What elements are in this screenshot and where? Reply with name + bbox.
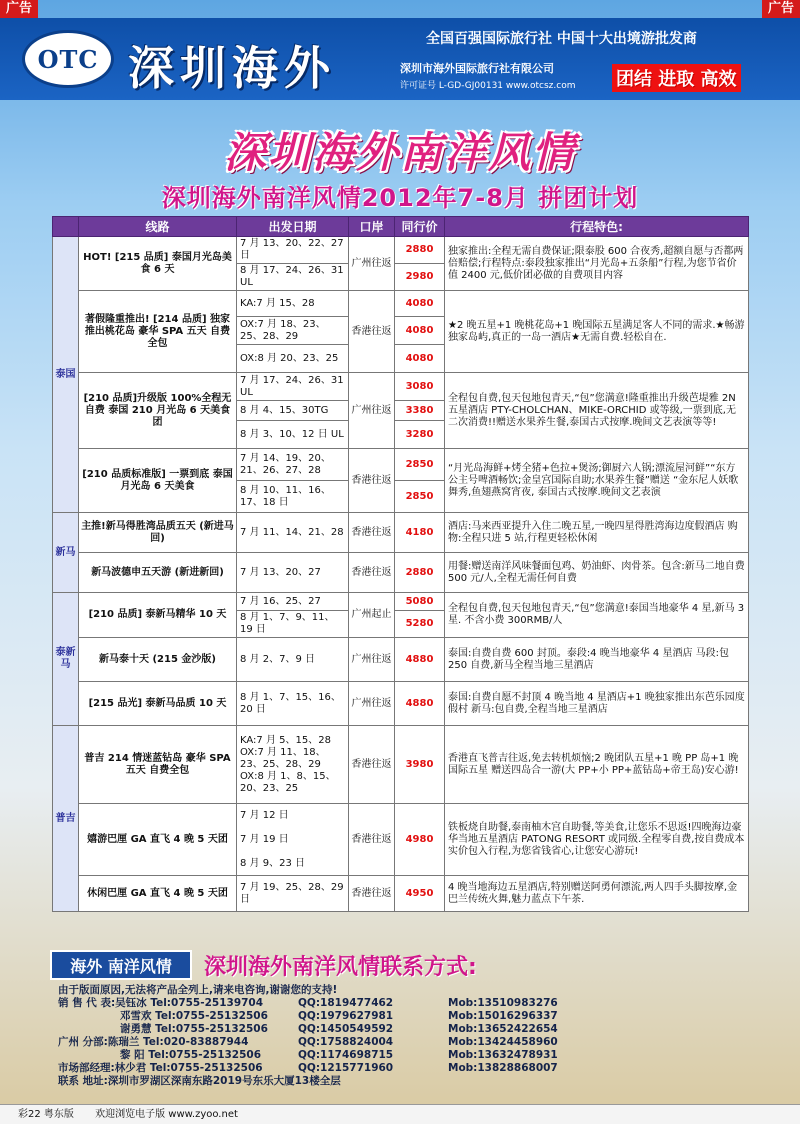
feature-cell: 用餐:赠送南洋风味餐面包鸡、奶油虾、肉骨茶。包含:新马二地自费 500 元/人,全程无需任何自费	[445, 553, 749, 593]
header-feature: 行程特色:	[445, 217, 749, 237]
price-cell: 3080	[395, 373, 445, 401]
price-cell: 4880	[395, 638, 445, 682]
contact-tel: 广州 分部:陈瑞兰 Tel:020-83887944	[58, 1036, 249, 1048]
contact-mob: Mob:13424458960	[448, 1036, 558, 1048]
date-cell: 7 月 13、20、22、27 日	[237, 237, 349, 264]
feature-cell: 泰国:自费自费 600 封顶。泰段:4 晚当地豪华 4 星酒店 马段:包 250 自费,新马全程当地三星酒店	[445, 638, 749, 682]
contact-mob: Mob:13828868007	[448, 1062, 558, 1074]
feature-cell: 香港直飞普吉往返,免去转机烦恼;2 晚团队五星+1 晚 PP 岛+1 晚国际五星 赠送四岛合一游(大 PP+小 PP+蓝钻岛+帝王岛)安心游!	[445, 726, 749, 804]
price-cell: 3280	[395, 421, 445, 449]
region-thailand: 泰国	[53, 237, 79, 513]
port-cell: 广州起止	[349, 593, 395, 638]
price-cell: 4080	[395, 291, 445, 317]
port-cell: 香港往返	[349, 291, 395, 373]
contact-qq: QQ:1979627981	[298, 1010, 394, 1022]
table-row	[53, 638, 749, 682]
table-row	[53, 593, 749, 611]
page-footer	[0, 1104, 800, 1124]
contact-row	[58, 1010, 618, 1023]
feature-cell: 全程包自费,包天包地包青天,“包”您满意!隆重推出升级芭堤雅 2N 五星酒店 PTY-CHOLCHAN、MIKE-ORCHID 或等级,一票到底,无二次消费!!赠送水果养生餐,泰国古式按摩.晚间文艺表演等等!	[445, 373, 749, 449]
port-cell: 香港往返	[349, 876, 395, 912]
contact-mob: Mob:15016296337	[448, 1010, 558, 1022]
feature-cell: 铁板烧自助餐,泰南柚木宫自助餐,等美食,让您乐不思返!四晚海边豪华当地五星酒店 PATONG RESORT 或同级.全程零自费,按自费成本实价包入行程,为您省钱省心,让您安心游玩!	[445, 804, 749, 876]
route-name: [210 品质] 泰新马精华 10 天	[79, 593, 237, 638]
contact-row	[58, 997, 618, 1010]
contact-mob: Mob:13652422654	[448, 1023, 558, 1035]
route-name: [215 品光] 泰新马品质 10 天	[79, 682, 237, 726]
price-cell: 4980	[395, 804, 445, 876]
price-cell: 2880	[395, 553, 445, 593]
date-cell: 8 月 17、24、26、31 UL	[237, 264, 349, 291]
slogan-motto: 团结 进取 高效	[612, 64, 741, 92]
date-line: 7 月 12 日	[240, 809, 289, 821]
feature-cell: 全程包自费,包天包地包青天,“包”您满意!泰国当地豪华 4 星,新马 3 星. 不含小费 300RMB/人	[445, 593, 749, 638]
date-line: KA:7 月 5、15、28	[240, 734, 331, 746]
feature-cell: ★2 晚五星+1 晚桃花岛+1 晚国际五星满足客人不同的需求.★畅游独家岛屿,真正的一岛一酒店★无需自费.轻松自在.	[445, 291, 749, 373]
date-cell: 8 月 1、7、9、11、19 日	[237, 611, 349, 638]
header-price: 同行价	[395, 217, 445, 237]
contact-tel: 市场部经理:林少君 Tel:0755-25132506	[58, 1062, 263, 1074]
contact-row	[58, 1036, 618, 1049]
header-banner	[0, 18, 800, 100]
contact-header	[50, 948, 750, 982]
contact-title: 深圳海外南洋风情联系方式:	[204, 955, 477, 980]
price-cell: 5280	[395, 611, 445, 638]
page-title: 深圳海外南洋风情2012年7-8月 拼团计划	[161, 184, 639, 212]
contact-qq: QQ:1174698715	[298, 1049, 394, 1061]
price-cell: 2850	[395, 449, 445, 481]
table-row	[53, 449, 749, 481]
route-name: 主推!新马得胜湾品质五天 (新进马回)	[79, 513, 237, 553]
date-cell: OX:8 月 20、23、25	[237, 345, 349, 373]
date-cell: 7 月 19、25、28、29 日	[237, 876, 349, 912]
port-cell: 香港往返	[349, 804, 395, 876]
calligraphy-title: 深圳海外南洋风情	[223, 128, 576, 177]
date-line: OX:8 月 1、8、15、20、23、25	[240, 770, 336, 794]
date-cell: 8 月 3、10、12 日 UL	[237, 421, 349, 449]
brand-name: 深圳海外	[128, 41, 336, 95]
contact-logo: 海外 南洋风情	[50, 950, 192, 980]
license-info: 许可证号 L-GD-GJ00131 www.otcsz.com	[400, 81, 576, 91]
route-name: 普吉 214 情迷蓝钻岛 豪华 SPA 五天 自费全包	[79, 726, 237, 804]
date-cell: 8 月 1、7、15、16、20 日	[237, 682, 349, 726]
route-name: 新马波德申五天游 (新进新回)	[79, 553, 237, 593]
table-row	[53, 682, 749, 726]
feature-cell: 泰国:自费自愿不封顶 4 晚当地 4 星酒店+1 晚独家推出东芭乐园度假村 新马:包自费,全程当地三星酒店	[445, 682, 749, 726]
tour-plan-table	[52, 216, 749, 912]
slogan-top: 全国百强国际旅行社 中国十大出境游批发商	[426, 31, 697, 47]
price-cell: 4180	[395, 513, 445, 553]
route-name: 新马泰十天 (215 金沙版)	[79, 638, 237, 682]
contact-row	[58, 1049, 618, 1062]
table-row	[53, 876, 749, 912]
table-row	[53, 804, 749, 876]
contact-qq: QQ:1819477462	[298, 997, 394, 1009]
contact-qq: QQ:1450549592	[298, 1023, 394, 1035]
company-name: 深圳市海外国际旅行社有限公司	[400, 62, 554, 75]
date-cell: 8 月 2、7、9 日	[237, 638, 349, 682]
port-cell: 香港往返	[349, 726, 395, 804]
date-cell: 8 月 4、15、30TG	[237, 401, 349, 421]
contact-tel: 邓雪欢 Tel:0755-25132506	[120, 1010, 268, 1022]
region-singapore-malaysia: 新马	[53, 513, 79, 593]
price-cell: 2980	[395, 264, 445, 291]
header-port: 口岸	[349, 217, 395, 237]
header-date: 出发日期	[237, 217, 349, 237]
port-cell: 香港往返	[349, 553, 395, 593]
date-line: 8 月 9、23 日	[240, 857, 305, 869]
date-cell: 7 月 11、14、21、28	[237, 513, 349, 553]
price-cell: 4080	[395, 345, 445, 373]
date-cell: 7 月 14、19、20、21、26、27、28	[237, 449, 349, 481]
date-cell	[237, 804, 349, 876]
table-header-row	[53, 217, 749, 237]
port-cell: 广州往返	[349, 682, 395, 726]
table-row	[53, 291, 749, 317]
contact-row	[58, 1023, 618, 1036]
contact-qq: QQ:1215771960	[298, 1062, 394, 1074]
header-route: 线路	[79, 217, 237, 237]
date-cell: 7 月 13、20、27	[237, 553, 349, 593]
price-cell: 2850	[395, 481, 445, 513]
port-cell: 广州往返	[349, 638, 395, 682]
contact-info	[58, 984, 618, 1088]
ad-label-left: 广告	[0, 0, 38, 18]
table-row	[53, 237, 749, 264]
header-blank	[53, 217, 79, 237]
date-cell: 7 月 16、25、27	[237, 593, 349, 611]
date-cell: 8 月 10、11、16、17、18 日	[237, 481, 349, 513]
region-thai-sing-malay: 泰新马	[53, 593, 79, 726]
date-line: OX:7 月 11、18、23、25、28、29	[240, 746, 326, 770]
feature-cell: 独家推出:全程无需自费保证;限泰股 600 合夜秀,超额自愿与否都两倍赔偿;行程特点:泰段独家推出“月光岛+五条船”行程,为您节省价值 2400 元,低价团必做的自费项目内容	[445, 237, 749, 291]
contact-tel: 黎 阳 Tel:0755-25132506	[120, 1049, 262, 1061]
table-row	[53, 373, 749, 401]
table-row	[53, 513, 749, 553]
feature-cell: “月光岛海鲜+烤全猪+色拉+煲汤;御厨六人锅;漂流屋河鲜”“东方公主号啤酒畅饮;金皇宫国际自助;水果养生餐”赠送 “金东尼人妖歌舞秀,鱼翅燕窝宵夜, 泰国古式按摩.晚间文艺表演	[445, 449, 749, 513]
port-cell: 香港往返	[349, 449, 395, 513]
contact-row	[58, 1062, 618, 1075]
footer-page-label: 彩22 粤东版	[18, 1109, 74, 1120]
route-name: HOT! [215 品质] 泰国月光岛美食 6 天	[79, 237, 237, 291]
contact-address: 联系 地址:深圳市罗湖区深南东路2019号东乐大厦13楼全层	[58, 1075, 341, 1087]
contact-mob: Mob:13510983276	[448, 997, 558, 1009]
contact-qq: QQ:1758824004	[298, 1036, 394, 1048]
price-cell: 2880	[395, 237, 445, 264]
contact-intro: 由于版面原因,无法将产品全列上,请来电咨询,谢谢您的支持!	[58, 984, 338, 996]
port-cell: 香港往返	[349, 513, 395, 553]
port-cell: 广州往返	[349, 237, 395, 291]
price-cell: 3980	[395, 726, 445, 804]
route-name: [210 品质标准版] 一票到底 泰国月光岛 6 天美食	[79, 449, 237, 513]
ad-label-right: 广告	[762, 0, 800, 18]
date-line: 7 月 19 日	[240, 833, 289, 845]
date-cell	[237, 726, 349, 804]
date-cell: OX:7 月 18、23、25、28、29	[237, 317, 349, 345]
price-cell: 3380	[395, 401, 445, 421]
region-phuket: 普吉	[53, 726, 79, 912]
table-row	[53, 553, 749, 593]
price-cell: 4080	[395, 317, 445, 345]
contact-mob: Mob:13632478931	[448, 1049, 558, 1061]
price-cell: 4880	[395, 682, 445, 726]
table-row	[53, 726, 749, 804]
contact-tel: 谢勇慧 Tel:0755-25132506	[120, 1023, 268, 1035]
route-name: 著假隆重推出! [214 品质] 独家推出桃花岛 豪华 SPA 五天 自费全包	[79, 291, 237, 373]
otc-logo	[22, 30, 114, 88]
date-cell: 7 月 17、24、26、31 UL	[237, 373, 349, 401]
feature-cell: 4 晚当地海边五星酒店,特别赠送阿勇何漂流,两人四手头脚按摩,金巴兰传统火舞,魅力蓝点下午茶.	[445, 876, 749, 912]
route-name: 嬉游巴厘 GA 直飞 4 晚 5 天团	[79, 804, 237, 876]
date-cell: KA:7 月 15、28	[237, 291, 349, 317]
footer-note: 欢迎浏览电子版 www.zyoo.net	[95, 1109, 238, 1120]
contact-tel: 销 售 代 表:吴钰冰 Tel:0755-25139704	[58, 997, 264, 1009]
logo-text: OTC	[37, 44, 99, 74]
port-cell: 广州往返	[349, 373, 395, 449]
feature-cell: 酒店:马来西亚提升入住二晚五星,一晚四星得胜湾海边度假酒店 购物:全程只进 5 站,行程更轻松休闲	[445, 513, 749, 553]
price-cell: 5080	[395, 593, 445, 611]
route-name: 休闲巴厘 GA 直飞 4 晚 5 天团	[79, 876, 237, 912]
route-name: [210 品质]升级版 100%全程无自费 泰国 210 月光岛 6 天美食团	[79, 373, 237, 449]
price-cell: 4950	[395, 876, 445, 912]
